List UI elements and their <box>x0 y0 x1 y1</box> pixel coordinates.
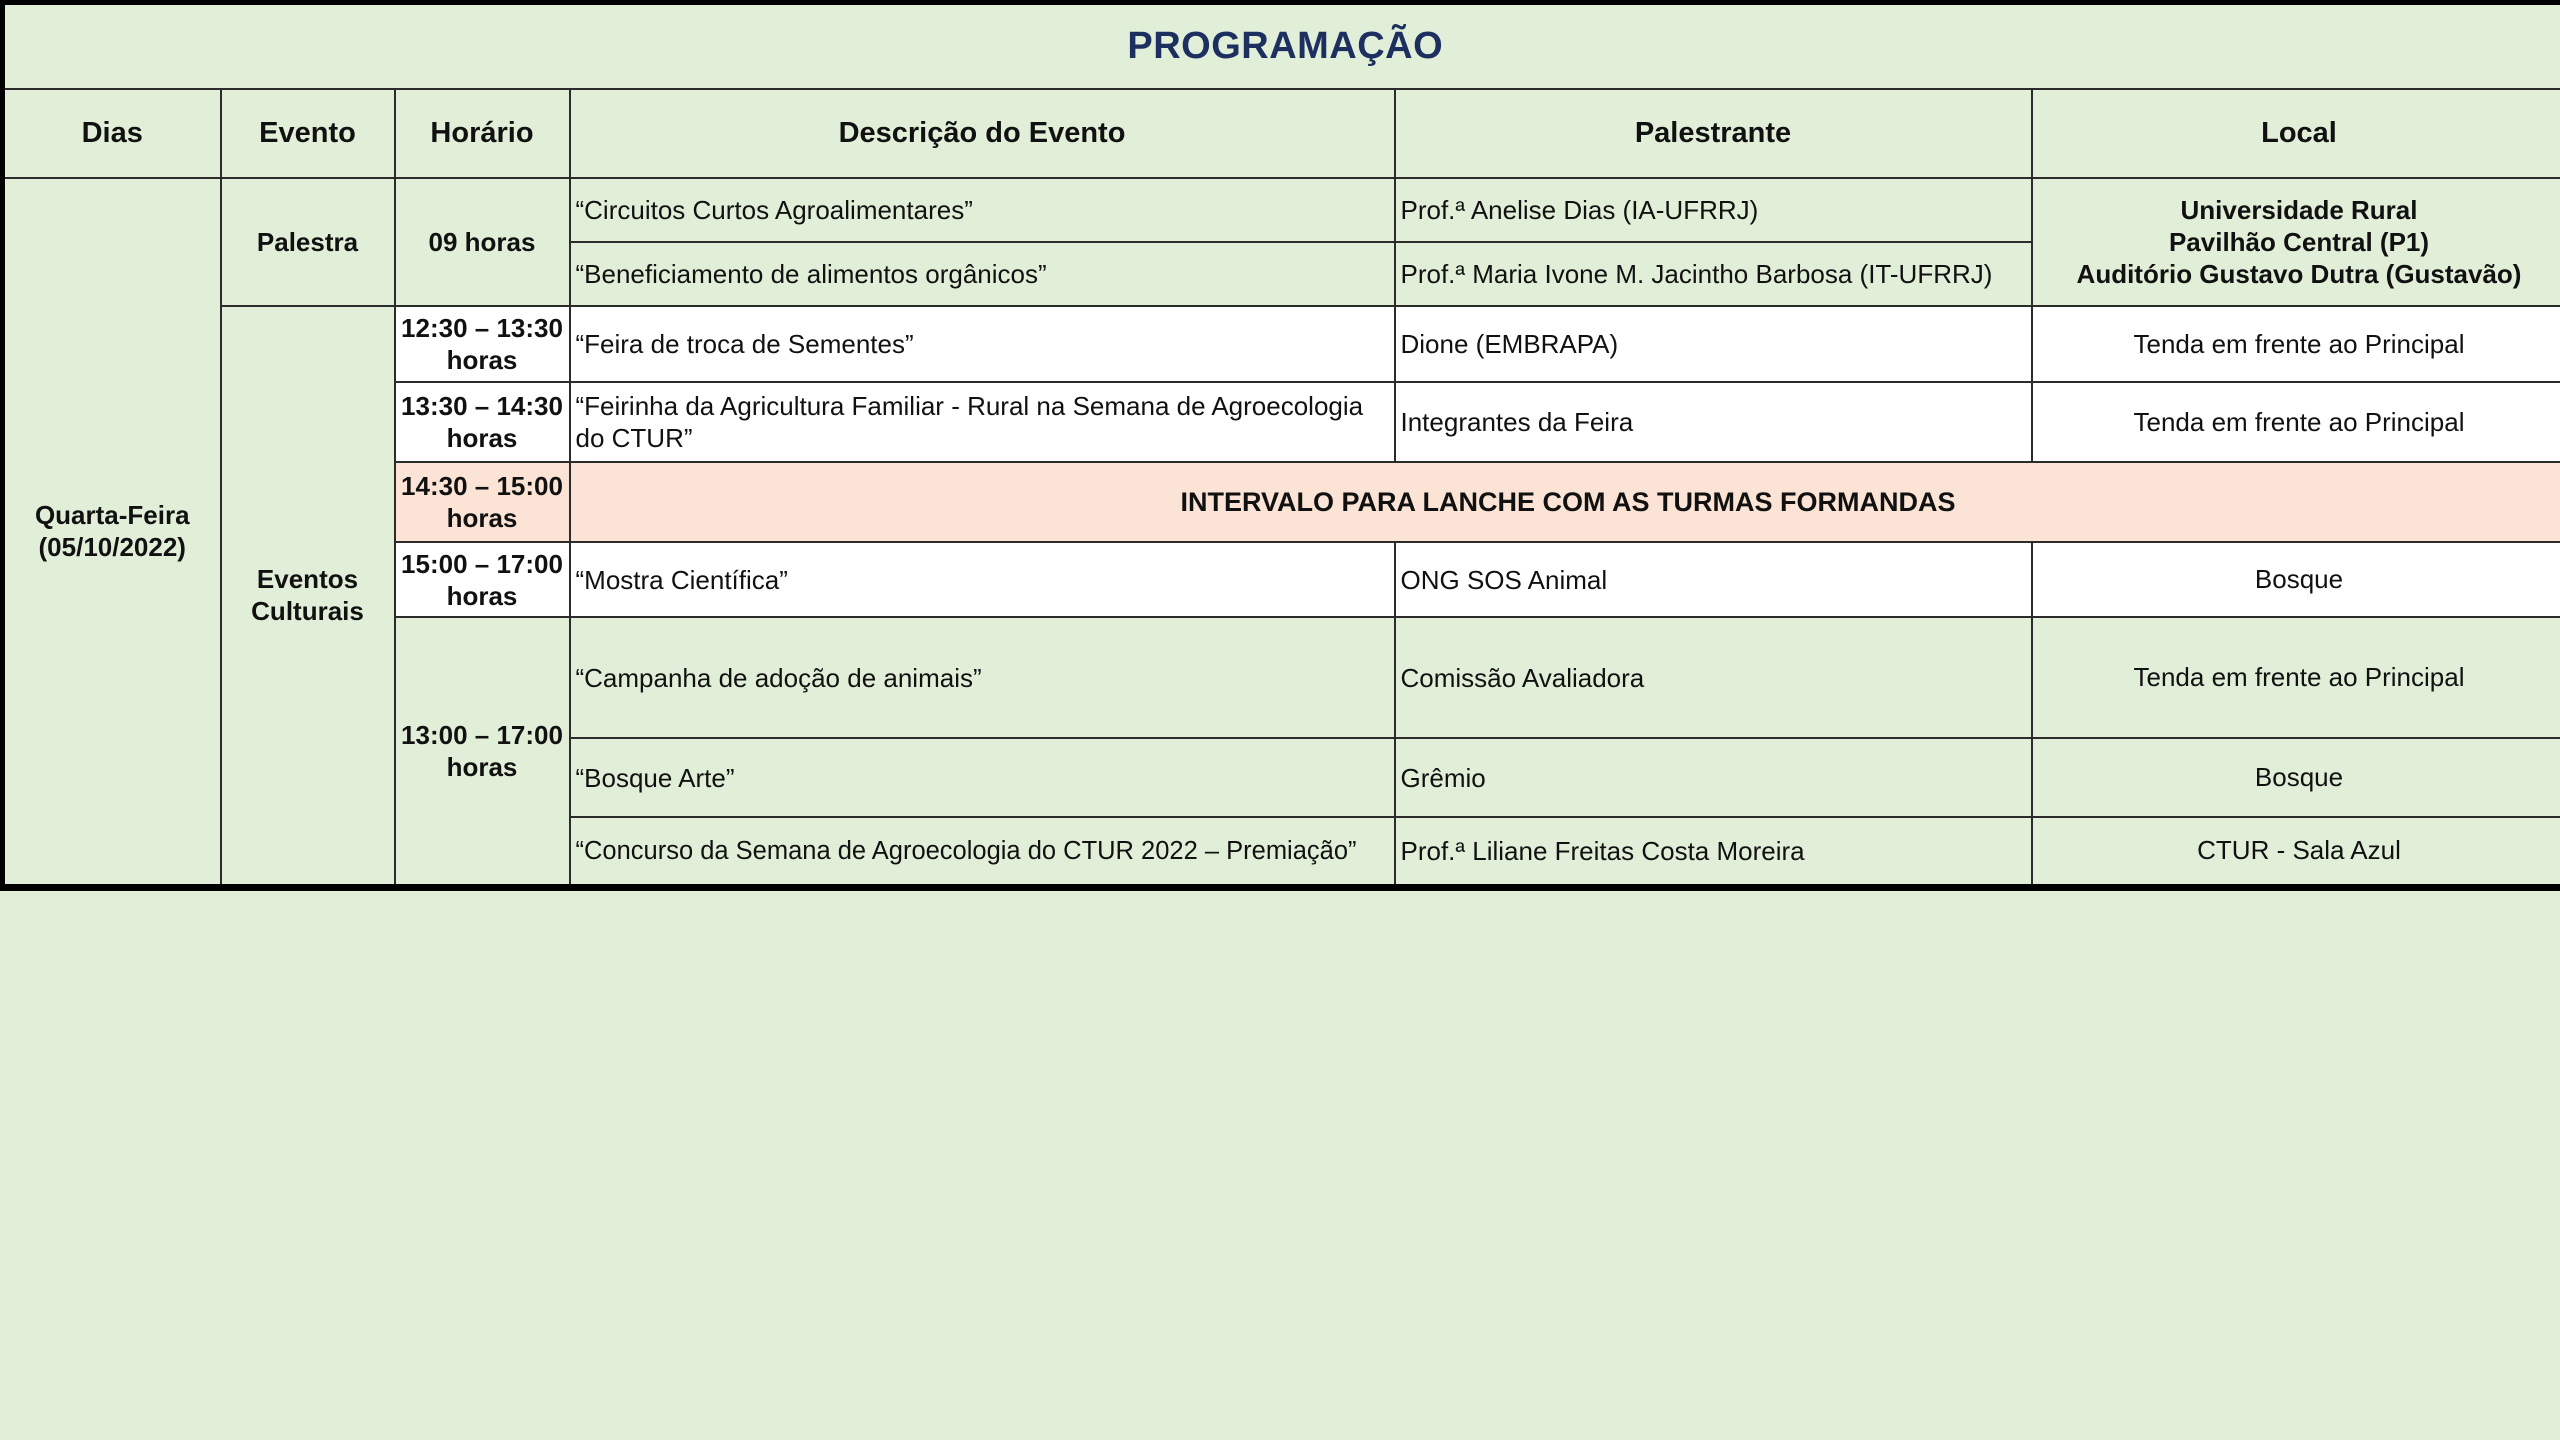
header-descricao: Descrição do Evento <box>570 89 1395 178</box>
description-line: “Feirinha da Agricultura Familiar - Rural na Semana de Agroecologia <box>575 391 1364 421</box>
time-range: 14:30 – 15:00 <box>401 471 563 501</box>
header-dias: Dias <box>3 89 221 178</box>
header-palestrante: Palestrante <box>1395 89 2032 178</box>
location-cell <box>2032 178 2560 306</box>
event-description: “Circuitos Curtos Agroalimentares” <box>570 178 1395 242</box>
event-description: “Concurso da Semana de Agroecologia do CTUR 2022 – Premiação” <box>570 817 1395 887</box>
header-row <box>3 89 2560 178</box>
time-unit: horas <box>446 345 518 375</box>
time-range: 15:00 – 17:00 <box>401 548 563 579</box>
event-description: “Mostra Científica” <box>570 542 1395 617</box>
time-range: 12:30 – 13:30 <box>401 313 563 343</box>
location-cell: Tenda em frente ao Principal <box>2032 306 2560 382</box>
time-cell <box>395 542 570 617</box>
day-name: Quarta-Feira <box>34 500 190 531</box>
header-evento: Evento <box>221 89 395 178</box>
page-title: PROGRAMAÇÃO <box>3 3 2560 90</box>
speaker: Dione (EMBRAPA) <box>1395 306 2032 382</box>
break-banner: INTERVALO PARA LANCHE COM AS TURMAS FORMANDAS <box>570 462 2560 542</box>
speaker: Grêmio <box>1395 738 2032 817</box>
location-line: Auditório Gustavo Dutra (Gustavão) <box>2076 259 2522 289</box>
location-line: Pavilhão Central (P1) <box>2168 227 2430 257</box>
event-description: “Bosque Arte” <box>570 738 1395 817</box>
table-row <box>3 178 2560 242</box>
time-unit: horas <box>446 503 518 533</box>
speaker: Prof.ª Maria Ivone M. Jacintho Barbosa (IT-UFRRJ) <box>1395 242 2032 306</box>
time-range: 13:30 – 14:30 <box>401 391 563 421</box>
location-cell: Tenda em frente ao Principal <box>2032 382 2560 462</box>
event-description: “Feira de troca de Sementes” <box>570 306 1395 382</box>
time-cell <box>395 382 570 462</box>
header-local: Local <box>2032 89 2560 178</box>
description-line: do CTUR” <box>575 423 693 453</box>
time-range: 13:00 – 17:00 <box>401 719 563 750</box>
time-cell <box>395 462 570 542</box>
speaker: Comissão Avaliadora <box>1395 617 2032 738</box>
event-description: “Beneficiamento de alimentos orgânicos” <box>570 242 1395 306</box>
speaker: ONG SOS Animal <box>1395 542 2032 617</box>
event-description: “Campanha de adoção de animais” <box>570 617 1395 738</box>
event-type-label: Eventos <box>256 564 359 595</box>
time-unit: horas <box>446 423 518 453</box>
day-cell <box>3 178 221 887</box>
event-type-culturais <box>221 306 395 887</box>
time-unit: horas <box>446 751 518 782</box>
day-date: (05/10/2022) <box>38 532 186 563</box>
time-cell <box>395 306 570 382</box>
location-line: Universidade Rural <box>2180 195 2418 225</box>
location-cell: Bosque <box>2032 542 2560 617</box>
event-type-label: Culturais <box>251 596 364 627</box>
speaker: Integrantes da Feira <box>1395 382 2032 462</box>
speaker: Prof.ª Liliane Freitas Costa Moreira <box>1395 817 2032 887</box>
location-cell: Tenda em frente ao Principal <box>2032 617 2560 738</box>
location-cell: Bosque <box>2032 738 2560 817</box>
header-horario: Horário <box>395 89 570 178</box>
table-row <box>3 306 2560 382</box>
time-cell <box>395 617 570 887</box>
speaker: Prof.ª Anelise Dias (IA-UFRRJ) <box>1395 178 2032 242</box>
location-cell: CTUR - Sala Azul <box>2032 817 2560 887</box>
time-cell: 09 horas <box>395 178 570 306</box>
event-type-palestra: Palestra <box>221 178 395 306</box>
event-description <box>570 382 1395 462</box>
title-row <box>3 3 2560 90</box>
time-unit: horas <box>446 580 518 611</box>
